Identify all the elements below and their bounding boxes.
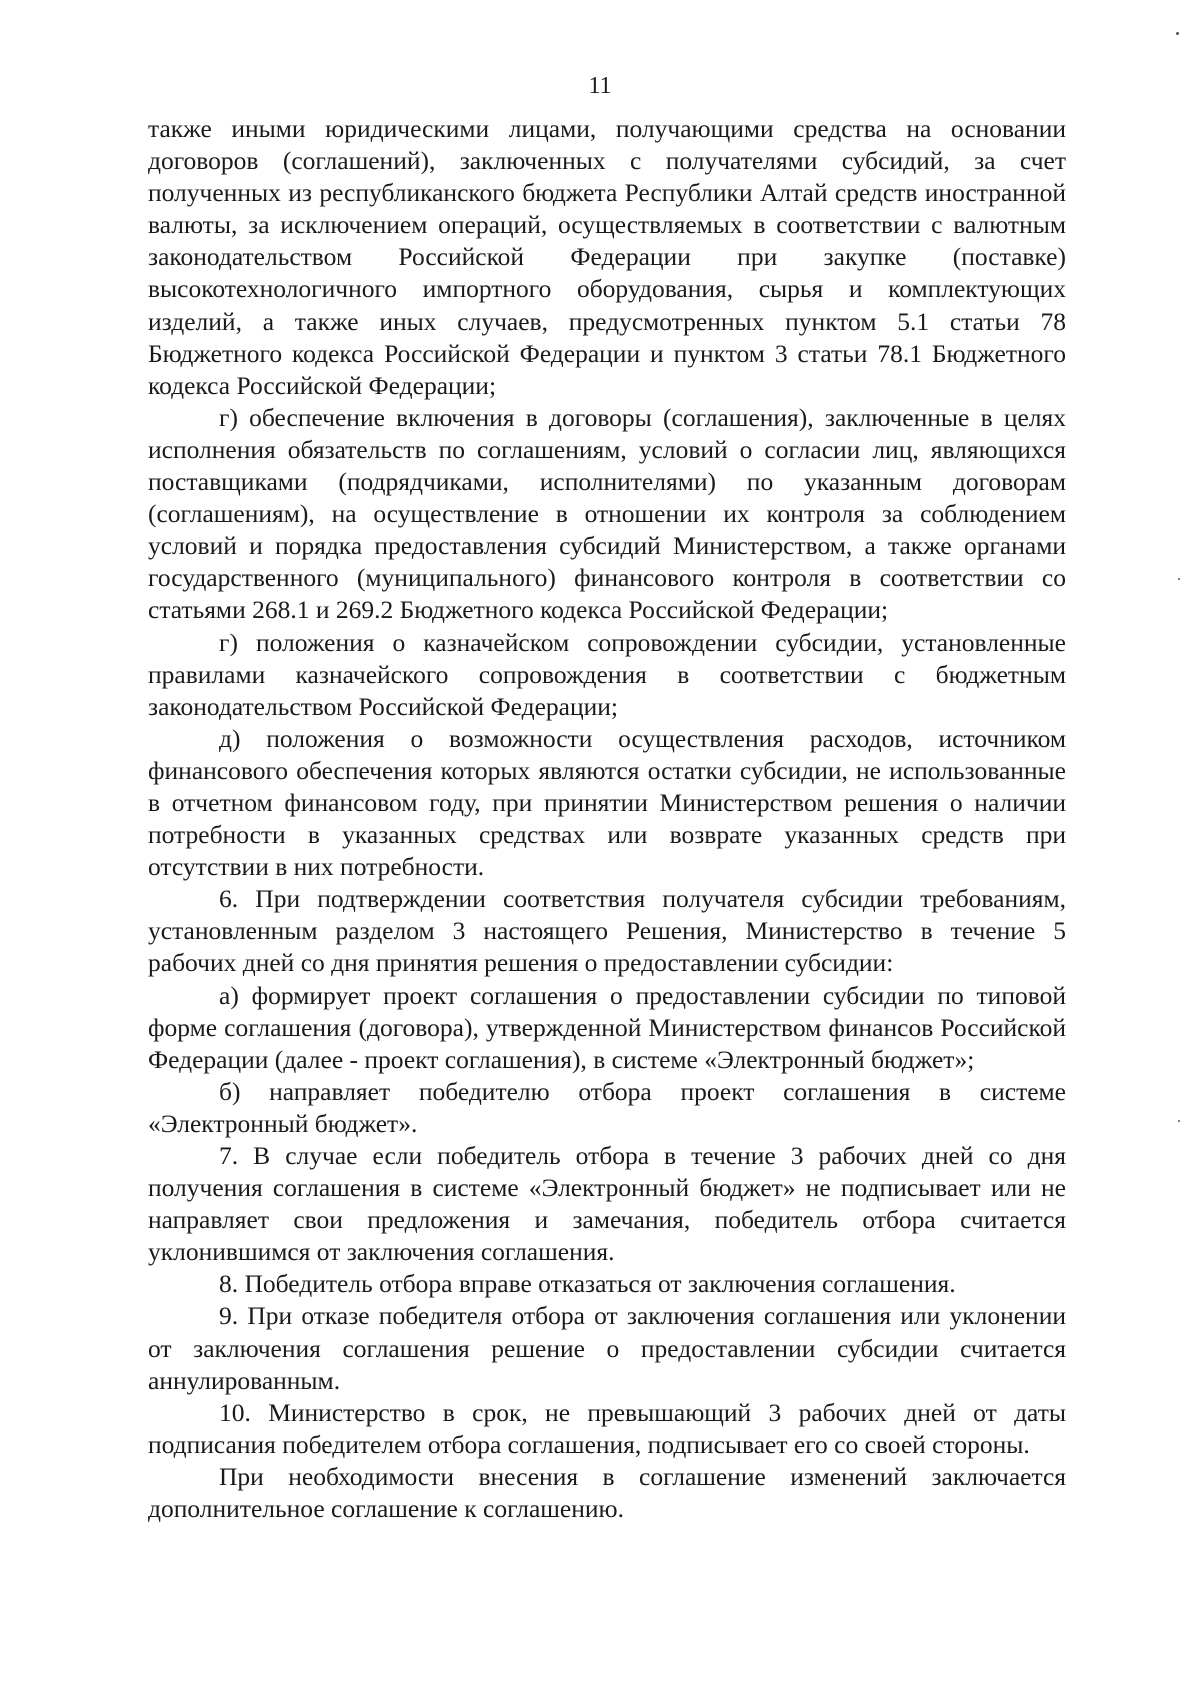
paragraph-clause-10: 10. Министерство в срок, не превышающий 3 рабочих дней от даты подписания победителем отбора соглашения, подписывает его со своей стороны. [148, 1397, 1066, 1459]
scan-artifact [1178, 1120, 1180, 1122]
paragraph-clause-9: 9. При отказе победителя отбора от заключения соглашения или уклонении от заключения соглашения решение о предоставлении субсидии считается аннулированным. [148, 1301, 1066, 1395]
document-body [148, 113, 1066, 1525]
paragraph-item-g-inclusion: г) обеспечение включения в договоры (соглашения), заключенные в целях исполнения обязательств по соглашениям, условий о согласии лиц, являющихся поставщиками (подрядчиками, исполнителями) по указанным договорам (соглашениям), на осуществление в отношении их контроля за соблюдением условий и порядка предоставления субсидий Министерством, а также органами государственного (муниципального) финансового контроля в соответствии со статьями 268.1 и 269.2 Бюджетного кодекса Российской Федерации; [148, 402, 1066, 625]
paragraph-clause-8: 8. Победитель отбора вправе отказаться от заключения соглашения. [219, 1269, 956, 1299]
paragraph-item-d-expenses: д) положения о возможности осуществления расходов, источником финансового обеспечения которых являются остатки субсидии, не использованные в отчетном финансовом году, при принятии Министерством решения о наличии потребности в указанных средствах или возврате указанных средств при отсутствии в них потребности. [148, 723, 1066, 882]
paragraph-item-a-draft: а) формирует проект соглашения о предоставлении субсидии по типовой форме соглашения (договора), утвержденной Министерством финансов Российской Федерации (далее - проект соглашения), в системе «Электронный бюджет»; [148, 980, 1066, 1074]
paragraph-clause-7: 7. В случае если победитель отбора в течение 3 рабочих дней со дня получения соглашения в системе «Электронный бюджет» не подписывает или не направляет свои предложения и замечания, победитель отбора считается уклонившимся от заключения соглашения. [148, 1141, 1066, 1267]
scan-artifact [1178, 578, 1180, 580]
scan-artifact [1176, 32, 1179, 35]
paragraph-item-g-treasury: г) положения о казначейском сопровождении субсидии, установленные правилами казначейского сопровождения в соответствии с бюджетным законодательством Российской Федерации; [148, 627, 1066, 721]
paragraph-item-b-send: б) направляет победителю отбора проект соглашения в системе «Электронный бюджет». [148, 1076, 1066, 1138]
paragraph-clause-6: 6. При подтверждении соответствия получателя субсидии требованиям, установленным разделом 3 настоящего Решения, Министерство в течение 5 рабочих дней со дня принятия решения о предоставлении субсидии: [148, 884, 1066, 978]
paragraph-continuation: также иными юридическими лицами, получающими средства на основании договоров (соглашений), заключенных с получателями субсидий, за счет полученных из республиканского бюджета Республики Алтай средств иностранной валюты, за исключением операций, осуществляемых в соответствии с валютным законодательством Российской Федерации при закупке (поставке) высокотехнологичного импортного оборудования, сырья и комплектующих изделий, а также иных случаев, предусмотренных пунктом 5.1 статьи 78 Бюджетного кодекса Российской Федерации и пунктом 3 статьи 78.1 Бюджетного кодекса Российской Федерации; [148, 114, 1066, 400]
paragraph-additional-agreement: При необходимости внесения в соглашение изменений заключается дополнительное соглашение к соглашению. [148, 1461, 1066, 1524]
page-number: 11 [588, 73, 612, 99]
